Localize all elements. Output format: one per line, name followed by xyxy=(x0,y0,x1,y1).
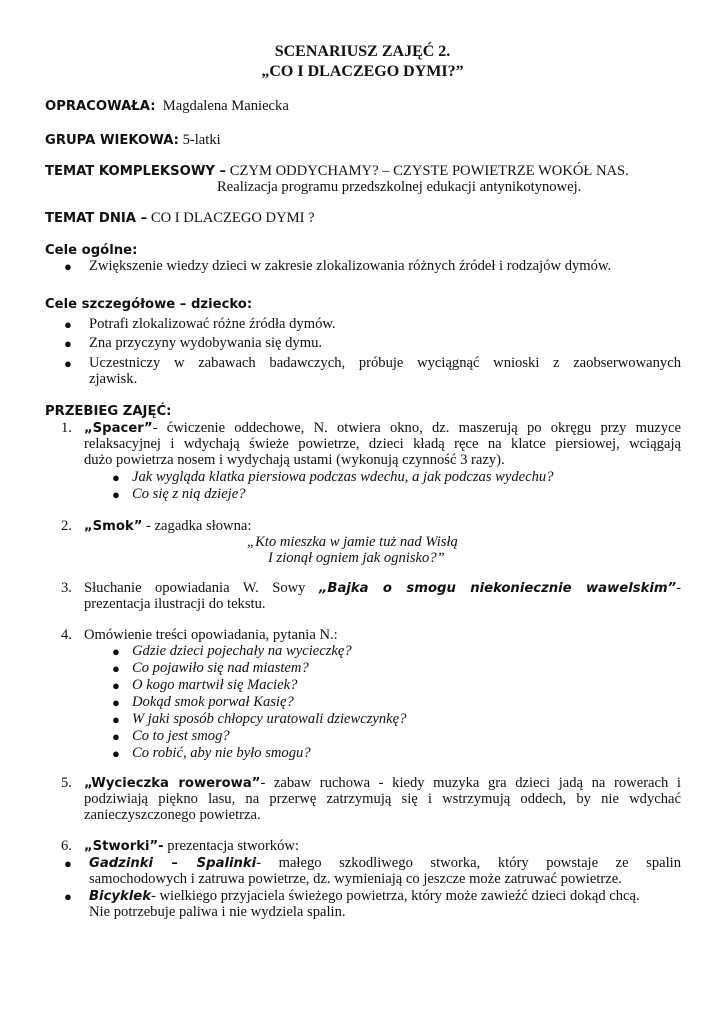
step-2-line xyxy=(84,518,251,536)
step-2-text: - zagadka słowna: xyxy=(142,518,252,534)
step-4-question: Co pojawiło się nad miastem? xyxy=(132,660,309,676)
author-value: Magdalena Maniecka xyxy=(162,98,289,114)
step-3-text: Słuchanie opowiadania W. Sowy xyxy=(84,580,306,596)
step-3-line2: prezentacja ilustracji do tekstu. xyxy=(84,596,266,612)
bullet-icon: ● xyxy=(112,712,120,727)
creature-2-text: - wielkiego przyjaciela świeżego powietrza, który może zawieźć dzieci dokąd chcą. xyxy=(151,888,640,904)
story-title: „Bajka o smogu niekoniecznie wawelskim” xyxy=(318,581,677,596)
general-goal-item: Zwiększenie wiedzy dzieci w zakresie zlokalizowania różnych źródeł i rodzajów dymów. xyxy=(89,258,612,274)
specific-goal-item: Uczestniczy w zabawach badawczych, próbuje wyciągnąć wnioski z zaobserwowanych xyxy=(89,355,681,371)
creature-1-line2: samochodowych i zatruwa powietrze, dz. wymieniają co jeszcze może zatruwać powietrze. xyxy=(89,871,622,887)
document-title-line1: SCENARIUSZ ZAJĘĆ 2. xyxy=(274,43,451,60)
creature-1-line1 xyxy=(89,855,681,873)
step-4-question: W jaki sposób chłopcy uratowali dziewczynkę? xyxy=(132,711,407,727)
course-heading: PRZEBIEG ZAJĘĆ: xyxy=(45,404,172,419)
creature-2-line2: Nie potrzebuje paliwa i nie wydziela spalin. xyxy=(89,904,346,920)
bullet-icon: ● xyxy=(112,695,120,710)
step-1-question: Jak wygląda klatka piersiowa podczas wdechu, a jak podczas wydechu? xyxy=(132,469,554,485)
bullet-icon: ● xyxy=(64,856,72,871)
bullet-icon: ● xyxy=(64,317,72,332)
step-3-dash: - xyxy=(676,580,681,596)
step-6-line xyxy=(84,838,299,856)
step-5-line3: zanieczyszczonego powietrza. xyxy=(84,807,261,823)
document-title-line2: „CO I DLACZEGO DYMI?” xyxy=(261,63,464,80)
riddle-line1: „Kto mieszka w jamie tuż nad Wisłą xyxy=(247,534,458,550)
step-4-question: Co to jest smog? xyxy=(132,728,230,744)
author-label: OPRACOWAŁA: xyxy=(45,99,156,114)
bullet-icon: ● xyxy=(112,661,120,676)
step-1-line2: relaksacyjnej i wdychają świeże powietrze, dzieci kładą ręce na klatce piersiowej, wciągają xyxy=(84,436,681,452)
bullet-icon: ● xyxy=(112,644,120,659)
specific-goal-item-continued: zjawisk. xyxy=(89,371,138,387)
step-4-question: Dokąd smok porwał Kasię? xyxy=(132,694,294,710)
bullet-icon: ● xyxy=(112,746,120,761)
bullet-icon: ● xyxy=(64,356,72,371)
step-3-line1 xyxy=(84,580,681,598)
day-topic-value: CO I DLACZEGO DYMI ? xyxy=(150,210,315,226)
creature-1-name: Gadzinki – Spalinki xyxy=(89,856,257,871)
specific-goal-item: Potrafi zlokalizować różne źródła dymów. xyxy=(89,316,336,332)
step-5-title: „Wycieczka rowerowa” xyxy=(84,776,261,791)
step-1-title: „Spacer” xyxy=(84,421,153,436)
complex-topic-label: TEMAT KOMPLEKSOWY – xyxy=(45,164,227,179)
step-number: 2. xyxy=(61,518,72,534)
step-5-line1 xyxy=(84,775,681,793)
step-6-text: prezentacja stworków: xyxy=(163,838,299,854)
author-row xyxy=(45,98,289,116)
age-group-value: 5-latki xyxy=(182,132,221,148)
step-4-question: O kogo martwił się Maciek? xyxy=(132,677,298,693)
specific-goal-item: Zna przyczyny wydobywania się dymu. xyxy=(89,335,323,351)
complex-topic-value-line2: Realizacja programu przedszkolnej edukacji antynikotynowej. xyxy=(217,179,582,195)
step-6-title: „Stworki”- xyxy=(84,839,164,854)
bullet-icon: ● xyxy=(64,259,72,274)
step-1-question: Co się z nią dzieje? xyxy=(132,486,246,502)
step-4-text: Omówienie treści opowiadania, pytania N.: xyxy=(84,627,338,643)
step-1-line3: dużo powietrza nosem i wydychają ustami (wykonują czynność 3 razy). xyxy=(84,452,505,468)
step-number: 4. xyxy=(61,627,72,643)
step-number: 6. xyxy=(61,838,72,854)
creature-2-name: Bicyklek xyxy=(89,889,151,904)
step-1-line1 xyxy=(84,420,681,438)
step-number: 1. xyxy=(61,420,72,436)
step-2-title: „Smok” xyxy=(84,519,143,534)
step-4-question: Gdzie dzieci pojechały na wycieczkę? xyxy=(132,643,352,659)
age-group-label: GRUPA WIEKOWA: xyxy=(45,133,179,148)
complex-topic-row xyxy=(45,163,629,181)
day-topic-label: TEMAT DNIA – xyxy=(45,211,148,226)
creature-1-text: - małego szkodliwego stworka, który powstaje ze spalin xyxy=(256,855,681,871)
bullet-icon: ● xyxy=(64,889,72,904)
bullet-icon: ● xyxy=(64,336,72,351)
step-number: 3. xyxy=(61,580,72,596)
step-number: 5. xyxy=(61,775,72,791)
complex-topic-value: CZYM ODDYCHAMY? – CZYSTE POWIETRZE WOKÓŁ NAS. xyxy=(229,163,629,179)
age-group-row xyxy=(45,132,221,150)
bullet-icon: ● xyxy=(112,487,120,502)
step-5-text: - zabaw ruchowa - kiedy muzyka gra dzieci jadą na rowerach i xyxy=(260,775,681,791)
step-5-line2: podziwiają piękno lasu, na przerwę zatrzymują się i wstrzymują oddech, by nie wdychać xyxy=(84,791,681,807)
step-4-question: Co robić, aby nie było smogu? xyxy=(132,745,311,761)
creature-2-line1 xyxy=(89,888,640,906)
bullet-icon: ● xyxy=(112,470,120,485)
riddle-line2: I zionął ogniem jak ognisko?” xyxy=(268,550,445,566)
day-topic-row xyxy=(45,210,315,228)
bullet-icon: ● xyxy=(112,729,120,744)
general-goals-heading: Cele ogólne: xyxy=(45,243,138,258)
bullet-icon: ● xyxy=(112,678,120,693)
step-1-text: - ćwiczenie oddechowe, N. otwiera okno, dz. maszerują po okręgu przy muzyce xyxy=(152,420,681,436)
specific-goals-heading: Cele szczegółowe – dziecko: xyxy=(45,297,253,312)
